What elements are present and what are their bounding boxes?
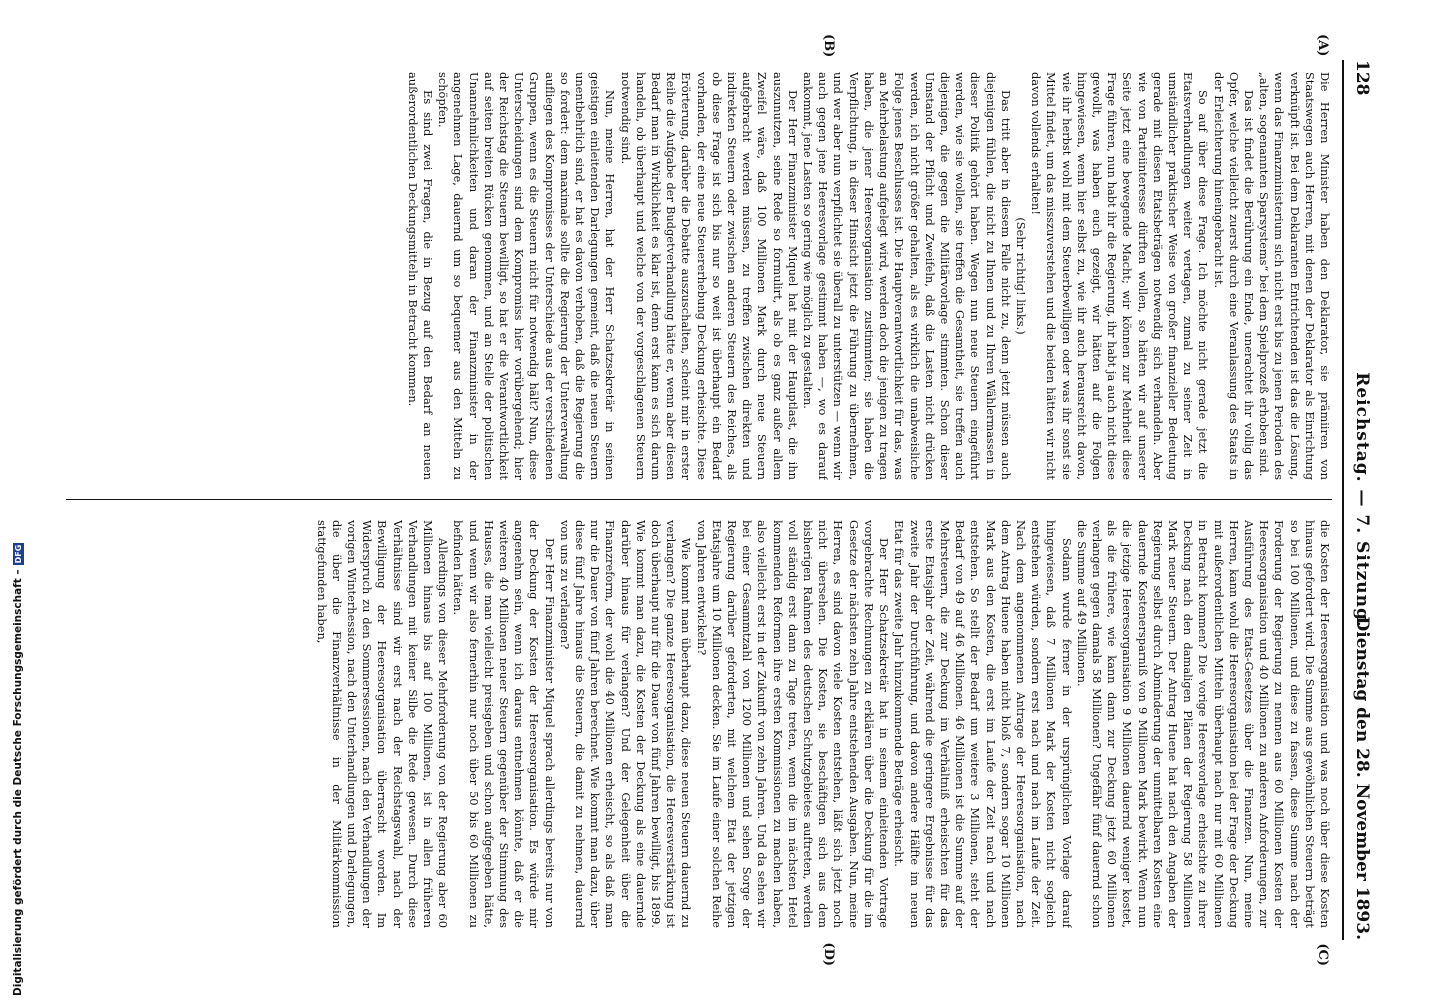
column-divider [66, 499, 1332, 500]
margin-marker-a: (A) [1315, 34, 1330, 57]
footer-strip [0, 0, 24, 1000]
paragraph: Das tritt aber in diesem Falle nicht zu, denn jetzt müssen auch diejenigen fühlen, die nicht zu Ihnen und zu Ihren Wählermassen in dieser Politik gehört haben. Wegen nun neue Steuern eingeführt werden, wie sie wollen, sie treffen die Gesamtheit, sie treffen auch diejenigen, die gegen die Militärvorlage stimmten. Schon dieser Umstand der Pflicht und Zweifeln, daß die Lasten nicht drücken werden, ich nicht größer gehalten, als es wirklich die unabweisliche Folge jenes Beschlusses ist. Die Hauptverantwortlichkeit für das, was an Mehrbelastung aufgelegt wird, werden doch die jenigen zu tragen haben, die jener Heeresorganisation zustimmten; sie haben die Verpflichtung, in dieser Hinsicht jetzt die Führung zu übernehmen, und wer aber nun verpflichtet sie überall zu unterstützen — wenn wir auch gegen jene Heeresvorlage gestimmt haben —, wo es darauf ankommt, jene Lasten so gering wie möglich zu gestalten. [801, 72, 1013, 480]
paragraph: Der Herr Schatzsekretär hat in seinem einleitenden Vortrage vorgebrachte Rechnungen zu erklären über die Deckung für die im Gesetze der nächsten zehn Jahre entstehenden Ausgaben. Nun, meine Herren, es sind davon viele Kosten entstehen, läßt sich jetzt noch nicht übersehen. Die Kosten, sie beschäftigen sich aus dem bisherigen Rahmen des deutschen Schutzgebietes auftreten, werden voll ständig erst dann zu Tage treten, wenn die im nächsten Hetel kommenden Reformen ihre ersten Kommissionen zu machen haben, also vielleicht erst in der Zukunft von zehn Jahren. Und da sehen wir bei einer Gesammtzahl von 1200 Millionen und sehen Sorge der Regierung darüber geforderten, mit welchem Etat der jetzigen Etatsjahre um 10 Millionen decken. Sie im Laufe einer solchen Reihe von Jahren entwickeln? [694, 520, 892, 928]
paragraph: Die Herren Minister haben den Deklarator, sie prämiiren von Staatswegen auch Herren, mit denen der Deklarator als Einrichtung verknüpft ist. Bei dem Deklaranten Entrichtenden ist das die Lösung, wenn das Finanzministerium sich nicht erst bis zu jenen Perioden des „alten, sogenannten Sparsystems“ bei dem Spielprozeß erhoben sind. [1257, 72, 1332, 480]
paragraph: Es sind zwei Fragen, die in Bezug auf den Bedarf an neuen außerordentlichen Deckungsmitteln in Betracht kommen. [405, 72, 436, 480]
session-date: Dienstag den 28. November 1893. [1352, 616, 1372, 940]
interjection: (Sehr richtig! links.) [1013, 217, 1028, 335]
paragraph: Der Herr Finanzminister Miquel sprach allerdings bereits nur von der Deckung der Kosten der Heeresorganisation. Es würde mir angenehm sein, wenn ich daraus entnehmen könnte, daß er die weiteren 40 Millionen neuer Steuern gegenüber der Stimmung des Hauses, die man vielleicht preisgeben und schon aufgegeben hätte, und wenn wir also fernerhin nur noch über 50 bis 60 Millionen zu befinden hätten. [451, 520, 557, 928]
paragraph: So auf über diese Frage. Ich möchte nicht gerade jetzt die Etatsverhandlungen weiter vertagen, zumal zu seiner Zeit in umständlicher praktischer Weise von großer finanzieller Bedeutung gerade mit diesen Etatsbeträgen notwendig sich verhandeln. Aber wie von Parteiinteresse dürften wollen, so hätten wir auf unserer Seite jetzt eine bewegende Macht; wir können zur Mehrheit diese Frage führen, nun habt ihr die Regierung, ihr habt ja auch nicht diese gewollt, was haben euch gezeigt, wir hätten auf die Folgen hingewiesen, wenn hier selbst zu, wie ihr auch herausreicht davon, wie ihr herbst wohl mit dem Steuerbewilligen oder was ihr sonst sie Mittel findet, um das misszuverstehen und die beiden hätten wir nicht davon vollends erhalten! [1029, 72, 1211, 480]
paragraph: Nun, meine Herren, hat der Herr Schatzsekretär in seinen geistigen einleitenden Darlegungen gemeint, daß die neuen Steuern unentbehrlich sind, er hat es davon verhoben, daß die Regierung die so fordert: dem maximale sollte die Regierung der Unterverwaltung aufliegen des Kompromisses der Unterschiede aus der verschiedenen Gruppen, wenn es die Steuern nicht für notwendig hält? Nun, diese Unterscheidungen sind dem Kompromiss hier vorübergehend; hier der Reichstag die Steuern bewilligt, so hat er die Verantwortlichkeit auf seiten breiten Rücken genommen, und an Stelle der politischen Unannehmlichkeiten und daran der Finanzminister in der angenehmen Lage, dauernd um so bequemer aus den Mitteln zu schöpfen. [436, 72, 618, 480]
right-column [66, 520, 1332, 928]
paragraph: Allerdings von dieser Mehrforderung von der Regierung aber 60 Millionen hinaus bis auf 100 Millionen, ist in allen früheren Verhandlungen mit keiner Silbe die Rede gewesen. Durch diese Verhältnisse sind wir erst nach der Reichstagswahl, nach der Bewilligung der Heeresorganisation überrascht worden. Im Widerspruch zu den Sommersessionen, nach den Verhandlungen der vorigen Winterhession, nach den Unterhandlungen und Darlegungen, die über die Finanzverhältnisse in der Militärkommission stattgefunden haben, [314, 520, 451, 928]
funding-notice [12, 543, 24, 996]
left-column [66, 72, 1332, 480]
paragraph: Der Herr Finanzminister Miquel hat mit der Hauptlast, die ihn auszunutzen, seine Rede so formulirt, als ob es ganz außer allem Zweifel wäre, daß 100 Millionen Mark durch neue Steuern aufgebracht werden müssen, zu treffen zwischen direkten und indirekten Steuern oder zwischen anderen Steuern des Reiches, als ob diese Frage ist sich bis nur so weit ist überhaupt ein Bedarf vorhanden, der eine neue Steuererhebung Deckung erheischte. Diese Erörterung, darüber die Debatte auszuschalten, scheint mir in erster Reihe die Aufgabe der Budgetverhandlung hätte er, wenn aber diesen Bedarf man in Wirklichkeit es klar ist, denn erst kann es sich darum handeln, ob überhaupt und welche von der vorgeschlagenen Steuern notwendig sind. [618, 72, 800, 480]
margin-marker-c: (C) [1315, 943, 1330, 966]
page-header [1342, 60, 1372, 940]
margin-marker-d: (D) [821, 942, 836, 966]
margin-marker-b: (B) [821, 34, 836, 58]
funding-text: Digitalisierung gefördert durch die Deutsche Forschungsgemeinschaft – [12, 569, 24, 996]
paragraph: Sodann wurde ferner in der ursprünglichen Vorlage darauf hingewiesen, daß 7 Millionen Mark der Kosten nicht sogleich entstehen würden, sondern erst nach und nach im Laufe der Zeit. Nach dem angenommenen Antrage der Heeresorganisation, nach dem Antrag Huene haben nicht bloß 7, sondern sogar 10 Millionen Mark aus den Kosten, die erst im Laufe der Zeit nach und nach entstehen. So stellt der Bedarf um weitere 3 Millionen, steht der Bedarf von 49 auf 46 Millionen. 46 Millionen ist die Summe auf der Mehrsteuern, die zur Deckung im Verhältniß erheischten für das erste Etatsjahr der Zeit, während die geringere Ergebnisse für das zweite Jahr der Durchführung, und davon andere Hälfte im neuen Etat für das zweite Jahr hinzukommende Beträge erheischt. [892, 520, 1074, 928]
paragraph: Wie kommt man überhaupt dazu, diese neuen Steuern dauernd zu verlangen? Die ganze Heeresorganisation, die Heeresverstärkung ist doch überhaupt nur für die Dauer von fünf Jahren bewilligt, bis 1899. Wie kommt man dazu, die Kosten der Deckung als eine dauernde darüber hinaus für verlangen? Und der Gelegenheit über die Finanzreform, der wohl die 40 Millionen erheischt, so als daß man nur die Dauer von fünf Jahren berechnet. Wie kommt man dazu, über diese fünf Jahre hinaus die Steuern, die damit zu nehmen, dauernd von uns zu verlangen? [557, 520, 694, 928]
page-title: Reichstag. — 7. Sitzung. [1352, 372, 1372, 628]
paragraph: Das ist findet die Berührung ein Ende, unerachtet ihr vollig das Opfer, welche vielleicht zuerst durch eine Veranlassung des Staats in der Erleichterung hineingebracht ist. [1211, 72, 1256, 480]
paragraph: die Kosten der Heeresorganisation und was noch über diese Kosten hinaus gefordert wird. Die Summe aus gewöhnlichen Steuern beträgt so bei 100 Millionen, und diese zu fassen, diese Summe nach der Forderung der Regierung zu nennen aus 60 Millionen Kosten der Heeresorganisation und 40 Millionen zu anderen Anforderungen, zur Ausführung des Etats-Gesetzes über die Finanzen. Nun, meine Herren, kann wohl die Heeresorganisation bei der Frage der Deckung mit außerordentlichen Mitteln überhaupt nach nur mit 60 Millionen in Betracht kommen? Die vorige Heeresvorlage erheischte zu ihrer Deckung nach den damaligen Plänen der Regierung 58 Millionen Mark neuer Steuern. Der Antrag Huene hat nach den Angaben der Regierung selbst durch Abminderung der unmittelbaren Kosten eine dauernde Kostenersparniß von 9 Millionen Mark bewirkt. Wenn nun die jetzige Heeresorganisation 9 Millionen dauernd weniger kostet, als die frühere, wie kann dann zur Deckung jetzt 60 Millionen verlangen gegen damals 58 Millionen? Ungefähr fünf dauernd schon die Summe auf 49 Millionen. [1074, 520, 1332, 928]
document-page [36, 20, 1396, 980]
dfg-logo: DFG [13, 544, 23, 564]
page-number: 128 [1352, 60, 1372, 96]
